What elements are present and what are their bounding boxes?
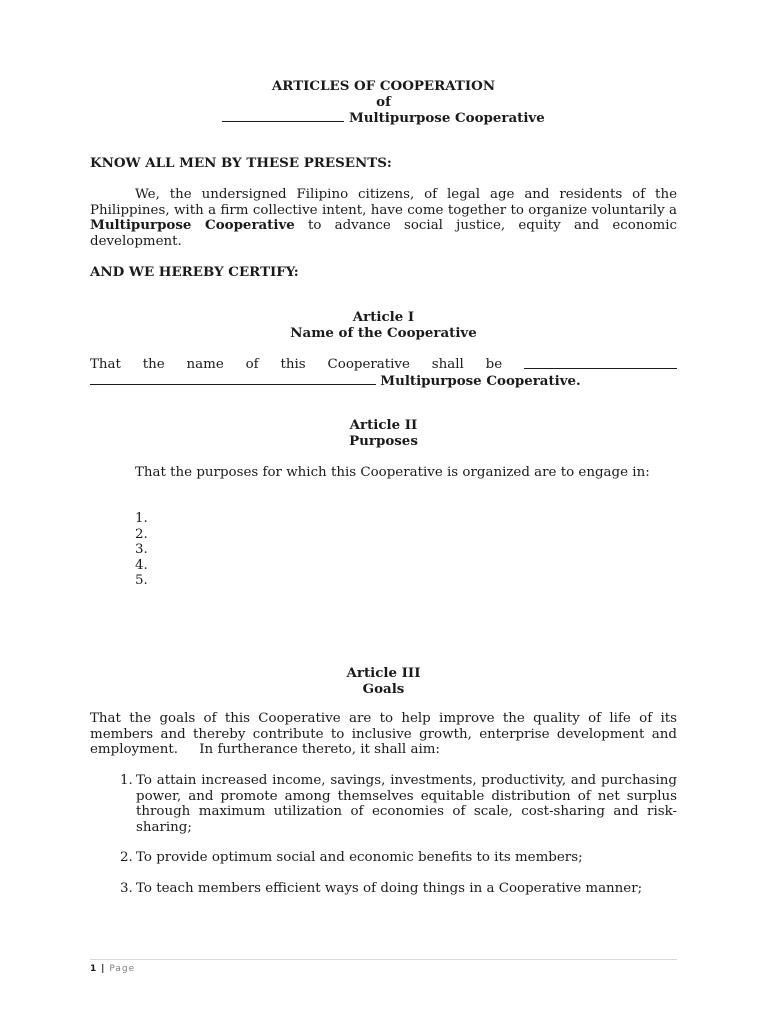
title-line-1: ARTICLES OF COOPERATION (271, 78, 496, 94)
word: shall (431, 357, 464, 372)
list-item (90, 773, 677, 835)
list-item: 5. (135, 573, 148, 588)
page-number: 1 (90, 964, 98, 974)
word: of (245, 357, 259, 372)
list-item: 4. (135, 557, 148, 573)
purposes-list (135, 511, 148, 589)
article-2-intro: That the purposes for which this Cooperative is organized are to engage in: (135, 465, 650, 480)
title-line-2: of (376, 93, 391, 110)
article-2-heading (90, 418, 677, 449)
cooperative-name-blank (222, 110, 344, 122)
list-item-text: To teach members efficient ways of doing things in a Cooperative manner; (136, 880, 643, 896)
goals-list (90, 773, 677, 896)
article-1-label: Article I (352, 309, 415, 325)
name-blank-1 (524, 357, 677, 369)
title-suffix: Multipurpose Cooperative (348, 110, 545, 126)
preamble-text-bold: Multipurpose Cooperative (90, 217, 295, 233)
page-word: Page (109, 964, 136, 974)
article-3-intro: That the goals of this Cooperative are to help improve the quality of life of its members and thereby contribute to inclusive growth, enterprise development and employment. In furtherance thereto, it shall aim: (90, 711, 682, 757)
page-separator: | (101, 964, 106, 974)
preamble-text-a: We, the undersigned Filipino citizens, of legal age and residents of the Philippines, with a firm collective intent, have come together to organize voluntarily a (90, 187, 677, 218)
list-item (90, 850, 677, 866)
preamble-text-b: to advance social justice, equity and economic development. (90, 218, 677, 249)
word: Cooperative (327, 357, 410, 372)
preamble-paragraph (90, 187, 677, 249)
article-3-label: Article III (346, 665, 421, 681)
name-blank-2 (90, 373, 376, 385)
document-title (90, 79, 677, 126)
article-1-line-1 (90, 357, 677, 373)
article-3-title: Goals (362, 680, 405, 697)
title-line-3 (90, 110, 677, 126)
list-item: 2. (135, 526, 148, 542)
article-1-body (90, 357, 677, 389)
article-1-line-2 (90, 373, 677, 390)
word: name (186, 357, 224, 372)
article-2-title: Purposes (349, 432, 418, 449)
preamble-heading: KNOW ALL MEN BY THESE PRESENTS: (90, 155, 392, 171)
article-3-heading (90, 666, 677, 697)
certify-heading: AND WE HEREBY CERTIFY: (90, 264, 299, 280)
list-item: 1. (135, 511, 148, 526)
page-footer (90, 962, 135, 978)
list-item-number: 2. (120, 850, 133, 865)
word: That (90, 357, 121, 372)
article-2-label: Article II (349, 417, 418, 433)
word: the (142, 357, 165, 372)
article-1-suffix: Multipurpose Cooperative. (380, 372, 581, 389)
list-item-text: To provide optimum social and economic benefits to its members; (136, 850, 583, 865)
list-item (90, 881, 677, 897)
list-item-text: To attain increased income, savings, investments, productivity, and purchasing power, and promote among themselves equitable distribution of net surplus through maximum utilization of economies of scale, cost-sharing and risk-sharing; (136, 773, 677, 835)
list-item-number: 1. (120, 773, 133, 788)
list-item: 3. (135, 542, 148, 557)
list-item-number: 3. (120, 880, 133, 896)
article-1-title: Name of the Cooperative (290, 324, 477, 341)
word: this (280, 357, 306, 372)
footer-divider (90, 959, 677, 960)
word: be (485, 357, 503, 372)
article-1-heading (90, 310, 677, 341)
